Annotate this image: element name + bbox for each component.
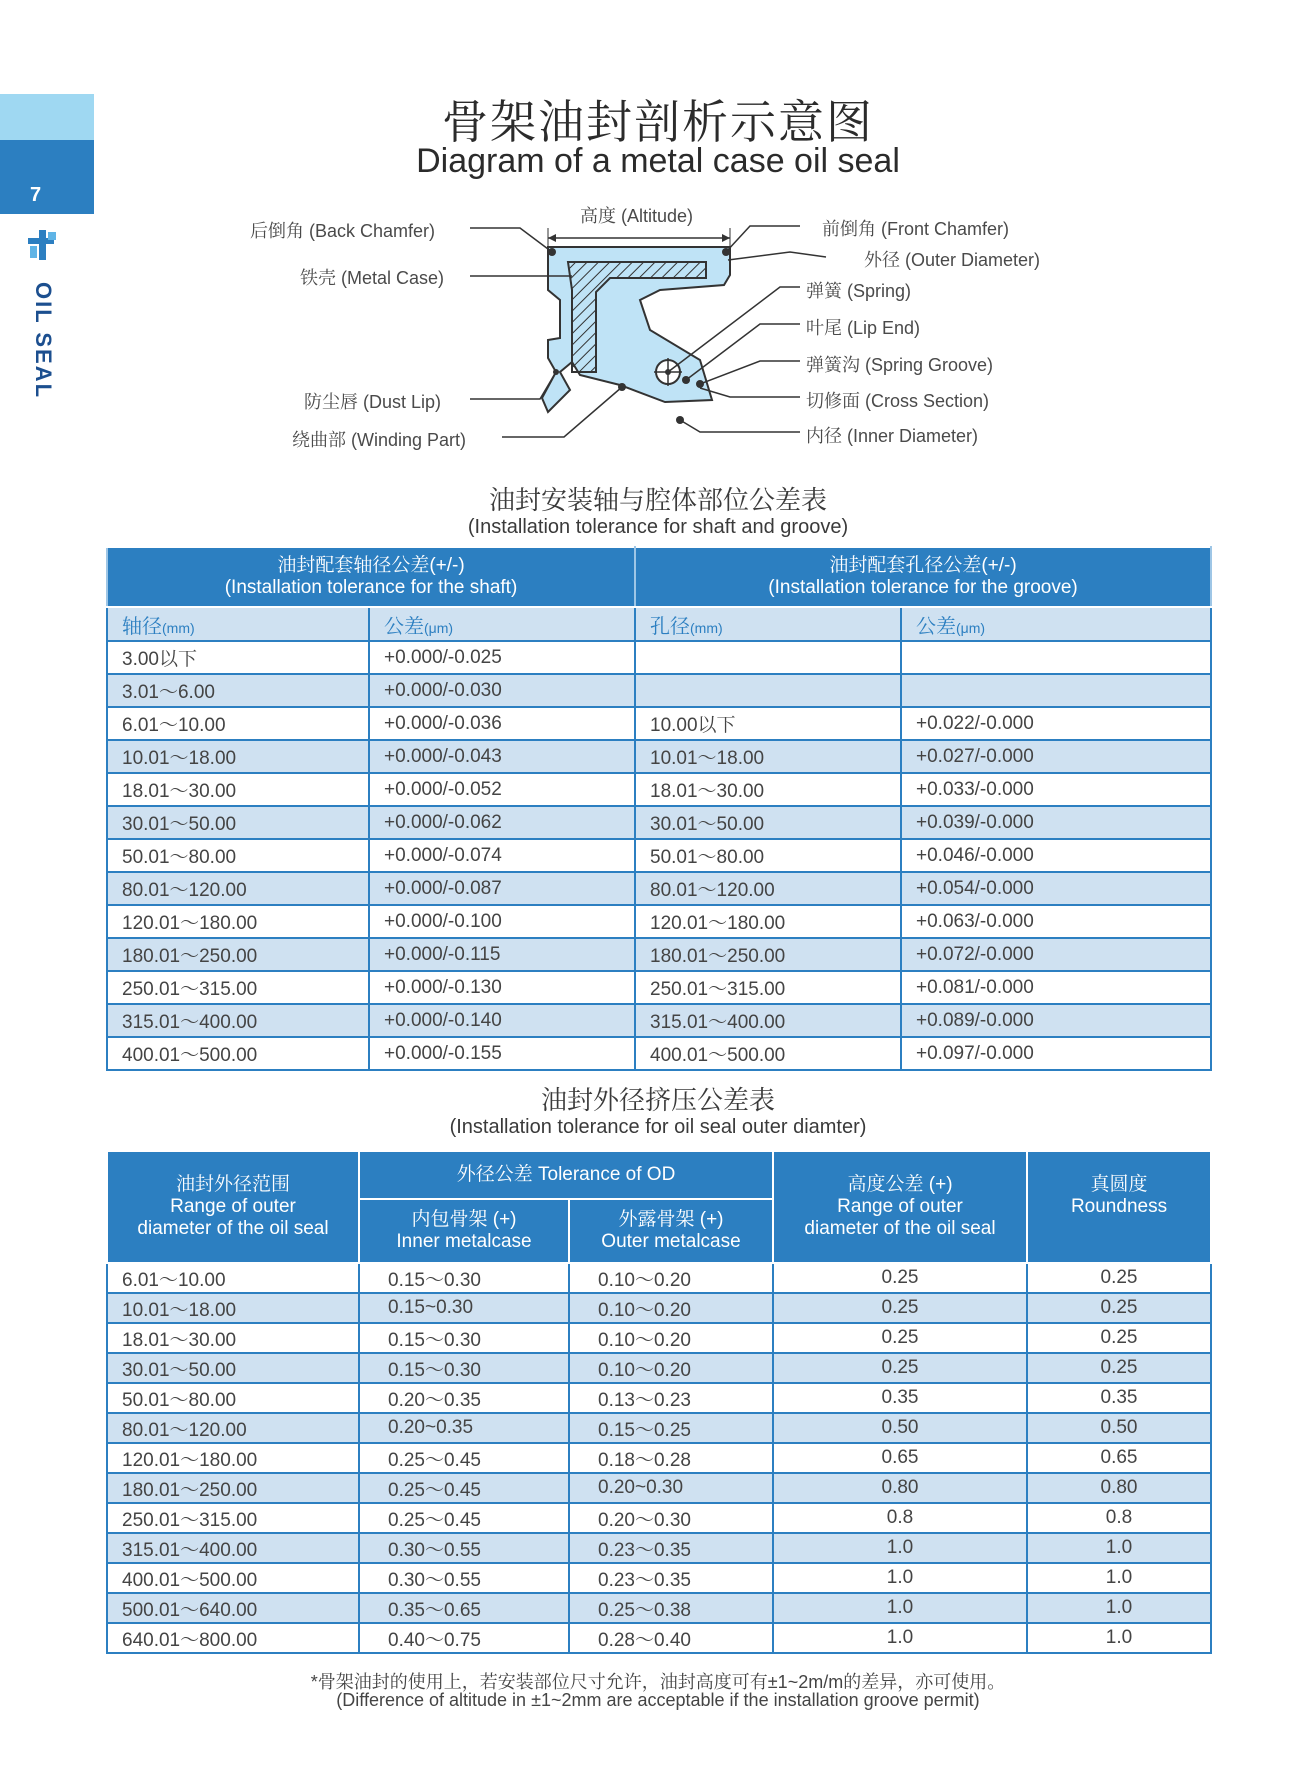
table-row: 30.01～50.00 0.15～0.30 0.10～0.20 0.25 0.25 [107, 1353, 1211, 1383]
table-row: 250.01～315.00 +0.000/-0.130 250.01～315.00 +0.081/-0.000 [107, 971, 1211, 1004]
table-row: 3.01～6.00 +0.000/-0.030 [107, 674, 1211, 707]
label-front-chamfer: 前倒角 (Front Chamfer) [822, 219, 1010, 239]
table-row: 400.01～500.00 +0.000/-0.155 400.01～500.00 +0.097/-0.000 [107, 1037, 1211, 1070]
label-inner-diameter: 内径 (Inner Diameter) [806, 426, 979, 446]
col-bore-diameter: 孔径(mm) [635, 607, 901, 641]
label-spring-groove: 弹簧沟 (Spring Groove) [806, 355, 994, 375]
table-row: 6.01～10.00 +0.000/-0.036 10.00以下 +0.022/-0.000 [107, 707, 1211, 740]
table-row: 400.01～500.00 0.30～0.55 0.23～0.35 1.0 1.0 [107, 1563, 1211, 1593]
col-outer-metalcase: 外露骨架 (+) Outer metalcase [569, 1199, 773, 1263]
label-altitude: 高度 (Altitude) [580, 206, 694, 226]
table2-title: 油封外径挤压公差表 [540, 1085, 775, 1115]
label-lip-end: 叶尾 (Lip End) [806, 318, 921, 338]
table-row: 50.01～80.00 0.20～0.35 0.13～0.23 0.35 0.35 [107, 1383, 1211, 1413]
table-row: 50.01～80.00 +0.000/-0.074 50.01～80.00 +0.046/-0.000 [107, 839, 1211, 872]
table-row: 10.01～18.00 +0.000/-0.043 10.01～18.00 +0.027/-0.000 [107, 740, 1211, 773]
label-metal-case: 铁壳 (Metal Case) [300, 268, 445, 288]
col-shaft-diameter: 轴径(mm) [107, 607, 369, 641]
footnote-cn: *骨架油封的使用上，若安装部位尺寸允许，油封高度可有±1~2m/m的差异，亦可使用。 [310, 1672, 1006, 1692]
table-row: 18.01～30.00 +0.000/-0.052 18.01～30.00 +0.033/-0.000 [107, 773, 1211, 806]
table-row: 120.01～180.00 0.25～0.45 0.18～0.28 0.65 0.65 [107, 1443, 1211, 1473]
brand-logo-icon [26, 228, 60, 262]
table1-subtitle: (Installation tolerance for shaft and groove) [467, 516, 849, 538]
label-outer-diameter: 外径 (Outer Diameter) [864, 250, 1041, 270]
table-row: 3.00以下 +0.000/-0.025 [107, 641, 1211, 674]
label-cross-section: 切修面 (Cross Section) [806, 391, 990, 411]
shaft-header: 油封配套轴径公差(+/-) (Installation tolerance for the shaft) [107, 547, 635, 607]
footnote-en: (Difference of altitude in ±1~2mm are acceptable if the installation groove permit) [336, 1690, 980, 1710]
col-roundness: 真圆度 Roundness [1027, 1151, 1211, 1263]
label-winding-part: 绕曲部 (Winding Part) [292, 430, 467, 450]
table-row: 500.01～640.00 0.35～0.65 0.25～0.38 1.0 1.0 [107, 1593, 1211, 1623]
side-label: OIL SEAL [31, 282, 56, 400]
table-row: 180.01～250.00 0.25～0.45 0.20~0.30 0.80 0.80 [107, 1473, 1211, 1503]
col-bore-tolerance: 公差(μm) [901, 607, 1211, 641]
page-subtitle: Diagram of a metal case oil seal [416, 142, 900, 180]
table-row: 30.01～50.00 +0.000/-0.062 30.01～50.00 +0.039/-0.000 [107, 806, 1211, 839]
table2-subtitle: (Installation tolerance for oil seal outer diamter) [449, 1116, 867, 1138]
table-row: 80.01～120.00 0.20~0.35 0.15～0.25 0.50 0.50 [107, 1413, 1211, 1443]
label-spring: 弹簧 (Spring) [806, 281, 912, 301]
table1-title: 油封安装轴与腔体部位公差表 [488, 485, 827, 515]
table-row: 315.01～400.00 0.30～0.55 0.23～0.35 1.0 1.0 [107, 1533, 1211, 1563]
od-tolerance-table [106, 1150, 1212, 1654]
label-dust-lip: 防尘唇 (Dust Lip) [304, 392, 442, 412]
groove-header: 油封配套孔径公差(+/-) (Installation tolerance for the groove) [635, 547, 1211, 607]
table-row: 250.01～315.00 0.25～0.45 0.20～0.30 0.8 0.8 [107, 1503, 1211, 1533]
shaft-groove-tolerance-table [106, 546, 1212, 1071]
col-od-range: 油封外径范围 Range of outer diameter of the oil seal [107, 1151, 359, 1263]
table-row: 80.01～120.00 +0.000/-0.087 80.01～120.00 +0.054/-0.000 [107, 872, 1211, 905]
oil-seal-diagram [0, 0, 1316, 460]
table-row: 120.01～180.00 +0.000/-0.100 120.01～180.00 +0.063/-0.000 [107, 905, 1211, 938]
col-od-tolerance: 外径公差 Tolerance of OD [359, 1151, 773, 1199]
label-back-chamfer: 后倒角 (Back Chamfer) [250, 221, 436, 241]
table-row: 640.01～800.00 0.40～0.75 0.28～0.40 1.0 1.0 [107, 1623, 1211, 1653]
spring [656, 360, 680, 384]
table-row: 180.01～250.00 +0.000/-0.115 180.01～250.00 +0.072/-0.000 [107, 938, 1211, 971]
col-altitude-tolerance: 高度公差 (+) Range of outer diameter of the oil seal [773, 1151, 1027, 1263]
seal-body [542, 247, 730, 412]
table-row: 6.01～10.00 0.15～0.30 0.10～0.20 0.25 0.25 [107, 1263, 1211, 1293]
metal-case [568, 262, 706, 372]
table-row: 10.01～18.00 0.15~0.30 0.10～0.20 0.25 0.25 [107, 1293, 1211, 1323]
page-number: 7 [30, 184, 42, 206]
col-inner-metalcase: 内包骨架 (+) Inner metalcase [359, 1199, 569, 1263]
table-row: 315.01～400.00 +0.000/-0.140 315.01～400.00 +0.089/-0.000 [107, 1004, 1211, 1037]
col-shaft-tolerance: 公差(μm) [369, 607, 635, 641]
page-title: 骨架油封剖析示意图 [442, 96, 874, 148]
table-row: 18.01～30.00 0.15～0.30 0.10～0.20 0.25 0.25 [107, 1323, 1211, 1353]
